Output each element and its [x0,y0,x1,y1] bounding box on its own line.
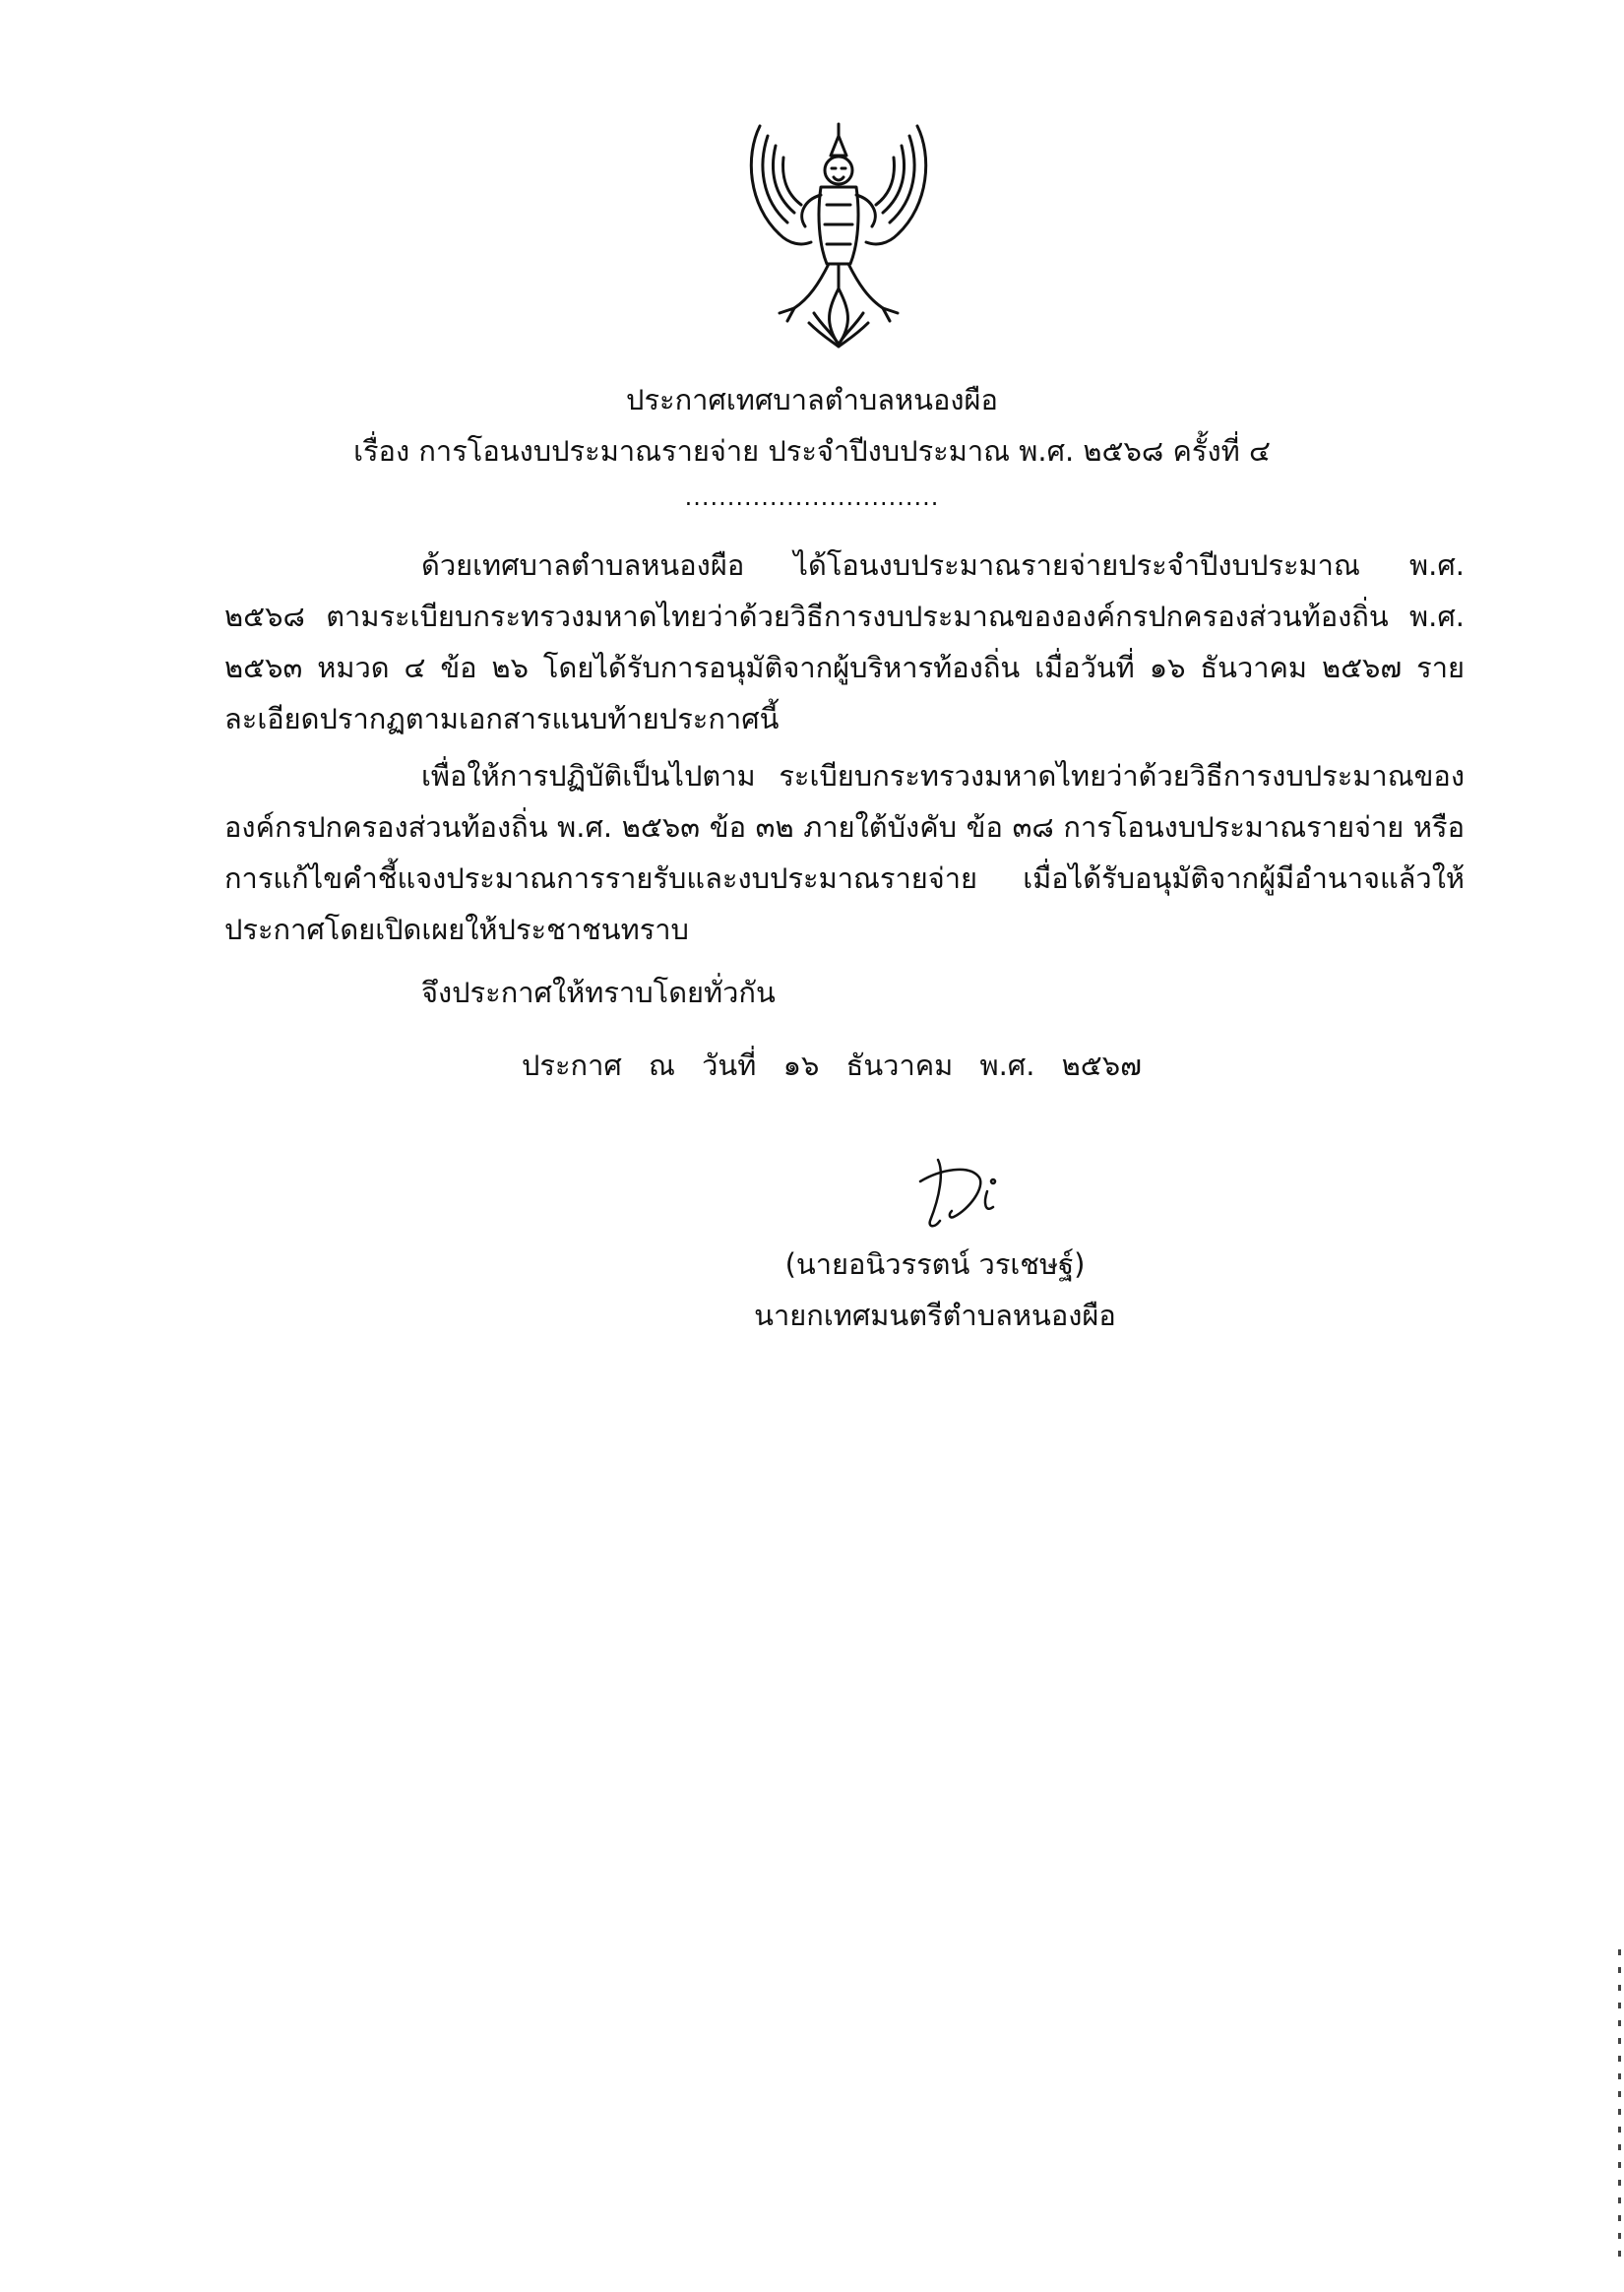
body-paragraph-2: เพื่อให้การปฏิบัติเป็นไปตาม ระเบียบกระทรวงมหาดไทยว่าด้วยวิธีการงบประมาณขององค์กรปกครองส่วนท้องถิ่น พ.ศ. ๒๕๖๓ ข้อ ๓๒ ภายใต้บังคับ ข้อ ๓๘ การโอนงบประมาณรายจ่าย หรือการแก้ไขคำชี้แจงประมาณการรายรับและงบประมาณรายจ่าย เมื่อได้รับอนุมัติจากผู้มีอำนาจแล้วให้ประกาศโดยเปิดเผยให้ประชาชนทราบ [224,759,1465,946]
scan-edge-artifact [1618,1949,1621,2264]
signer-name: (นายอนิวรรตน์ วรเชษฐ์) [784,1247,1086,1281]
signer-title: นายกเทศมนตรีตำบลหนองผือ [754,1299,1116,1332]
announcement-subject: เรื่อง การโอนงบประมาณรายจ่าย ประจำปีงบประมาณ พ.ศ. ๒๕๖๘ ครั้งที่ ๔ [353,434,1271,468]
title-separator: .............................. [684,483,940,511]
announcement-date: ประกาศ ณ วันที่ ๑๖ ธันวาคม พ.ศ. ๒๕๖๗ [522,1049,1142,1082]
handwritten-signature-icon [910,1152,1019,1241]
announcement-title: ประกาศเทศบาลตำบลหนองผือ [626,383,998,416]
closing-statement: จึงประกาศให้ทราบโดยทั่วกัน [421,976,776,1009]
garuda-emblem-icon [740,116,937,352]
body-paragraph-1: ด้วยเทศบาลตำบลหนองผือ ได้โอนงบประมาณรายจ่ายประจำปีงบประมาณ พ.ศ. ๒๕๖๘ ตามระเบียบกระทรวงมหาดไทยว่าด้วยวิธีการงบประมาณขององค์กรปกครองส่วนท้องถิ่น พ.ศ. ๒๕๖๓ หมวด ๔ ข้อ ๒๖ โดยได้รับการอนุมัติจากผู้บริหารท้องถิ่น เมื่อวันที่ ๑๖ ธันวาคม ๒๕๖๗ รายละเอียดปรากฏตามเอกสารแนบท้ายประกาศนี้ [224,548,1465,735]
